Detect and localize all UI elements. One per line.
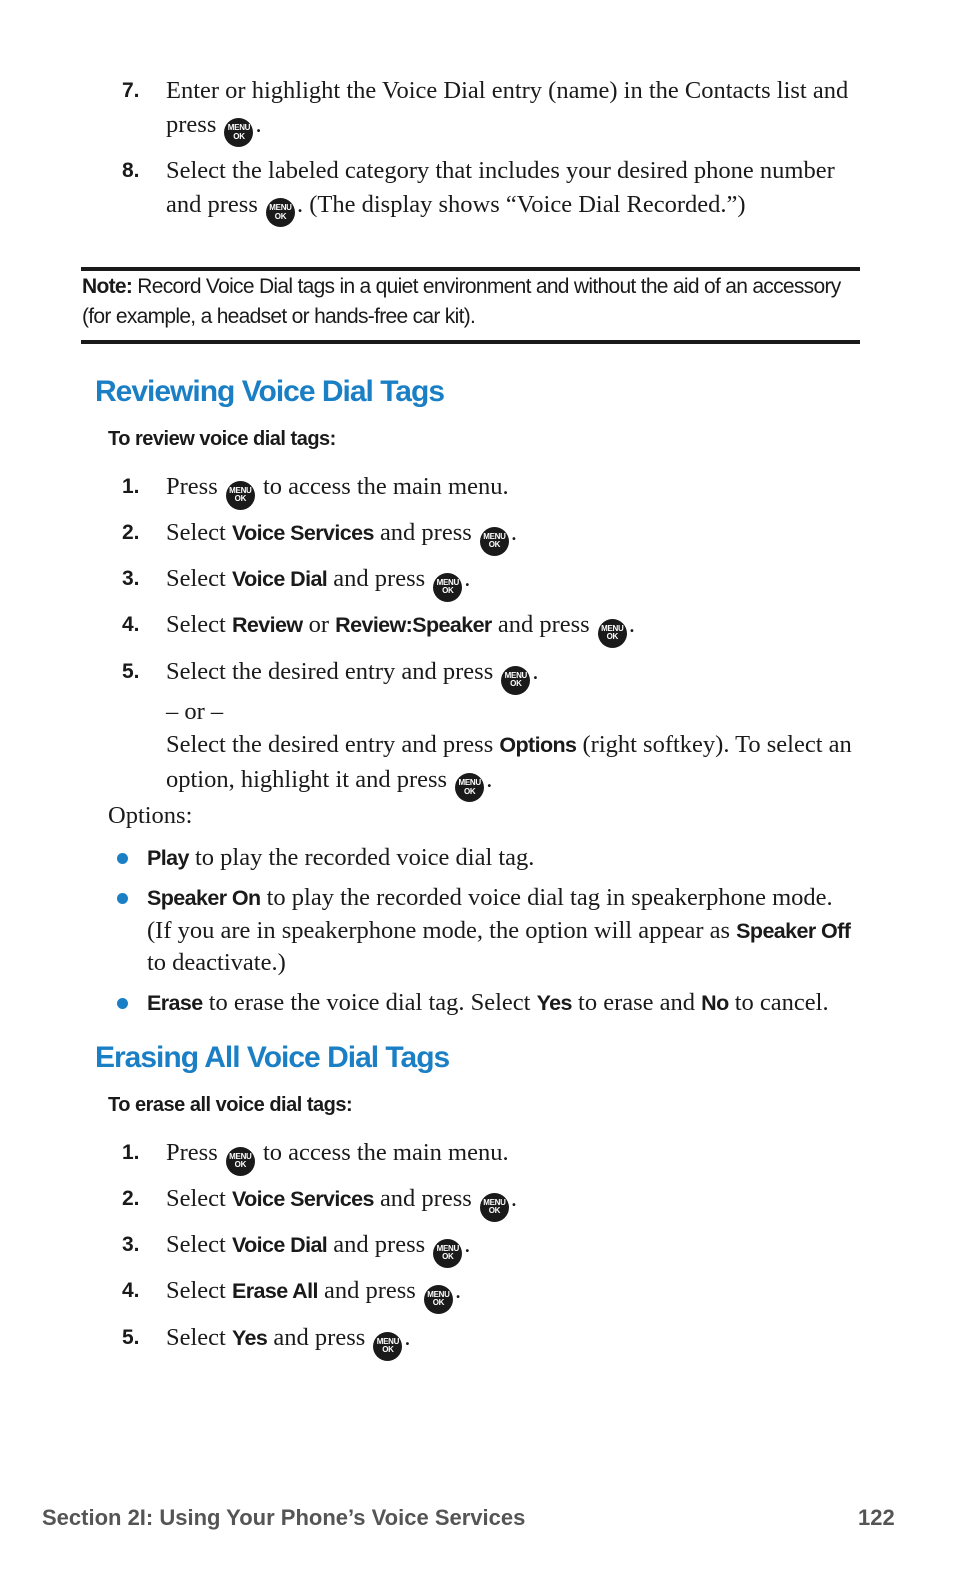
note-bottom-rule <box>81 340 860 344</box>
review-step-5: 5. Select the desired entry and press MENU OK . – or – Select the desired entry and press Options (right softkey). To select an option, highlight it and press MENU OK . <box>166 655 856 802</box>
bullet-icon <box>117 893 128 904</box>
note-text: Note: Record Voice Dial tags in a quiet environment and without the aid of an accessory (for example, a headset or hands-free car kit). <box>82 275 841 328</box>
option-play: Play to play the recorded voice dial tag. <box>147 842 859 875</box>
menu-item-voice-services: Voice Services <box>232 521 374 545</box>
erase-step-2: 2. Select Voice Services and press MENU OK . <box>166 1182 856 1222</box>
bullet-icon <box>117 998 128 1009</box>
menu-ok-key-icon: MENU OK <box>501 666 530 695</box>
note-top-rule <box>81 267 860 271</box>
menu-item-review-speaker: Review:Speaker <box>335 613 492 637</box>
menu-ok-key-icon: MENU OK <box>266 198 295 227</box>
menu-ok-key-icon: MENU OK <box>480 527 509 556</box>
review-step-4: 4. Select Review or Review:Speaker and press MENU OK . <box>166 608 856 648</box>
menu-ok-key-icon: MENU OK <box>373 1332 402 1361</box>
step-7: 7. Enter or highlight the Voice Dial entry (name) in the Contacts list and press MENU OK . <box>166 74 856 147</box>
or-separator: – or – <box>166 697 224 725</box>
option-erase: Erase to erase the voice dial tag. Select Yes to erase and No to cancel. <box>147 987 859 1020</box>
menu-ok-key-icon: MENU OK <box>424 1285 453 1314</box>
step-8: 8. Select the labeled category that includes your desired phone number and press MENU OK . (The display shows “Voice Dial Recorded.”) <box>166 154 856 227</box>
menu-ok-key-icon: MENU OK <box>224 118 253 147</box>
menu-ok-key-icon: MENU OK <box>598 619 627 648</box>
erase-step-3: 3. Select Voice Dial and press MENU OK . <box>166 1228 856 1268</box>
page-number: 122 <box>858 1505 895 1530</box>
menu-item-voice-dial: Voice Dial <box>232 567 328 591</box>
menu-ok-key-icon: MENU OK <box>433 1239 462 1268</box>
note-label: Note: <box>82 275 133 298</box>
menu-ok-key-icon: MENU OK <box>455 773 484 802</box>
erase-step-1: 1. Press MENU OK to access the main menu. <box>166 1136 856 1176</box>
section-heading-erasing: Erasing All Voice Dial Tags <box>95 1041 450 1074</box>
menu-item-review: Review <box>232 613 303 637</box>
menu-ok-key-icon: MENU OK <box>226 1147 255 1176</box>
review-step-1: 1. Press MENU OK to access the main menu. <box>166 470 856 510</box>
section-intro: To review voice dial tags: <box>108 428 336 450</box>
menu-ok-key-icon: MENU OK <box>480 1193 509 1222</box>
section-heading-reviewing: Reviewing Voice Dial Tags <box>95 375 445 408</box>
review-step-3: 3. Select Voice Dial and press MENU OK . <box>166 562 856 602</box>
option-speaker-on: Speaker On to play the recorded voice dial tag in speakerphone mode. (If you are in speakerphone mode, the option will appear as Speaker Off to deactivate.) <box>147 882 859 980</box>
options-label: Options: <box>108 802 193 829</box>
erase-step-5: 5. Select Yes and press MENU OK . <box>166 1321 856 1361</box>
menu-ok-key-icon: MENU OK <box>226 481 255 510</box>
footer-section-title: Section 2I: Using Your Phone’s Voice Services <box>42 1505 526 1530</box>
review-step-2: 2. Select Voice Services and press MENU OK . <box>166 516 856 556</box>
step-number: 8. <box>122 159 140 182</box>
section-intro: To erase all voice dial tags: <box>108 1094 353 1116</box>
softkey-options: Options <box>499 733 577 757</box>
step-number: 7. <box>122 79 140 102</box>
bullet-icon <box>117 853 128 864</box>
erase-step-4: 4. Select Erase All and press MENU OK . <box>166 1274 856 1314</box>
menu-ok-key-icon: MENU OK <box>433 573 462 602</box>
